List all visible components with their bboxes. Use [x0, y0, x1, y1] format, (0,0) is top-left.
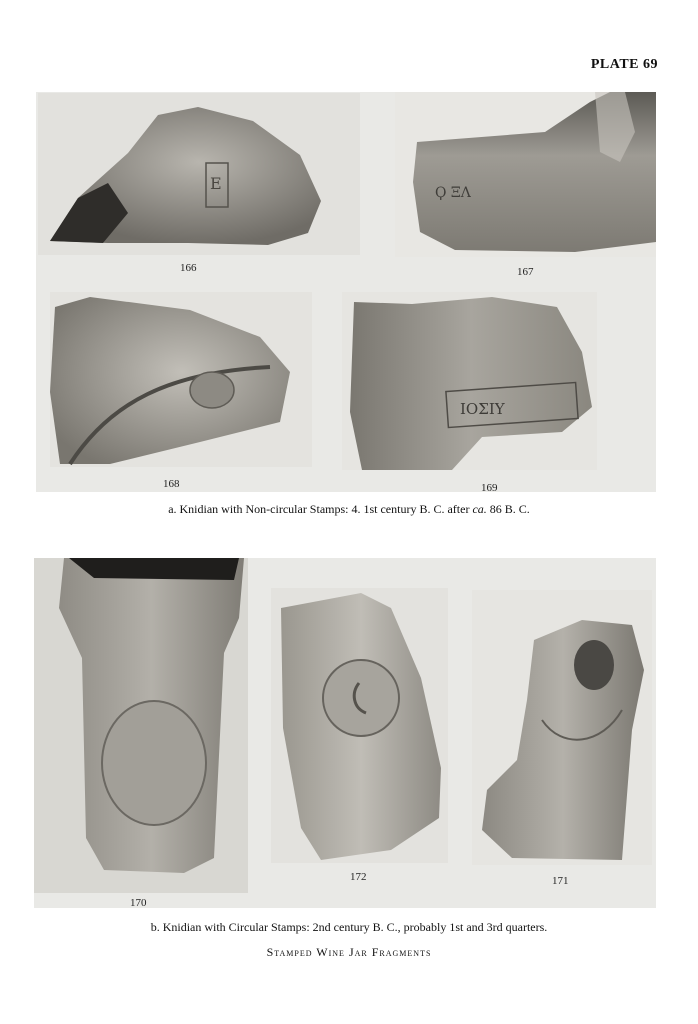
plate-title: Stamped Wine Jar Fragments [266, 945, 432, 959]
caption-text: 86 B. C. [486, 502, 530, 516]
figure-169-photo [342, 292, 597, 470]
caption-text: a. Knidian with Non-circular Stamps: 4. 1st century B. C. after [168, 502, 473, 516]
figure-number: 170 [130, 897, 147, 909]
figure-166-photo [38, 93, 360, 255]
figure-number: 172 [350, 871, 367, 883]
figure-number: 169 [481, 482, 498, 494]
circular-stamp-fragment-icon [271, 588, 448, 863]
circular-stamp-fragment-icon [472, 590, 652, 865]
stamped-handle-fragment-icon [342, 292, 597, 470]
plate-label: PLATE 69 [590, 57, 658, 72]
figure-number: 168 [163, 478, 180, 490]
figure-170-photo [34, 558, 248, 893]
figure-171-photo [472, 590, 652, 865]
caption-italic: ca. [472, 502, 487, 516]
figure-number: 167 [517, 266, 534, 278]
stamped-handle-fragment-icon [50, 292, 312, 467]
figure-167-photo [395, 92, 656, 257]
svg-text:Ϙ ΞΛ: Ϙ ΞΛ [435, 185, 471, 201]
figure-number: 166 [180, 262, 197, 274]
figure-168-photo [50, 292, 312, 467]
svg-text:ΙΟΣΙΥ: ΙΟΣΙΥ [460, 400, 505, 418]
section-b-caption: b. Knidian with Circular Stamps: 2nd century B. C., probably 1st and 3rd quarters. [150, 920, 548, 934]
figure-172-photo [271, 588, 448, 863]
stamped-handle-fragment-icon [395, 92, 656, 257]
section-a-caption [0, 502, 698, 517]
stamped-handle-fragment-icon [38, 93, 360, 255]
circular-stamp-fragment-icon [34, 558, 248, 893]
figure-number: 171 [552, 875, 569, 887]
svg-text:Ε: Ε [210, 174, 222, 193]
